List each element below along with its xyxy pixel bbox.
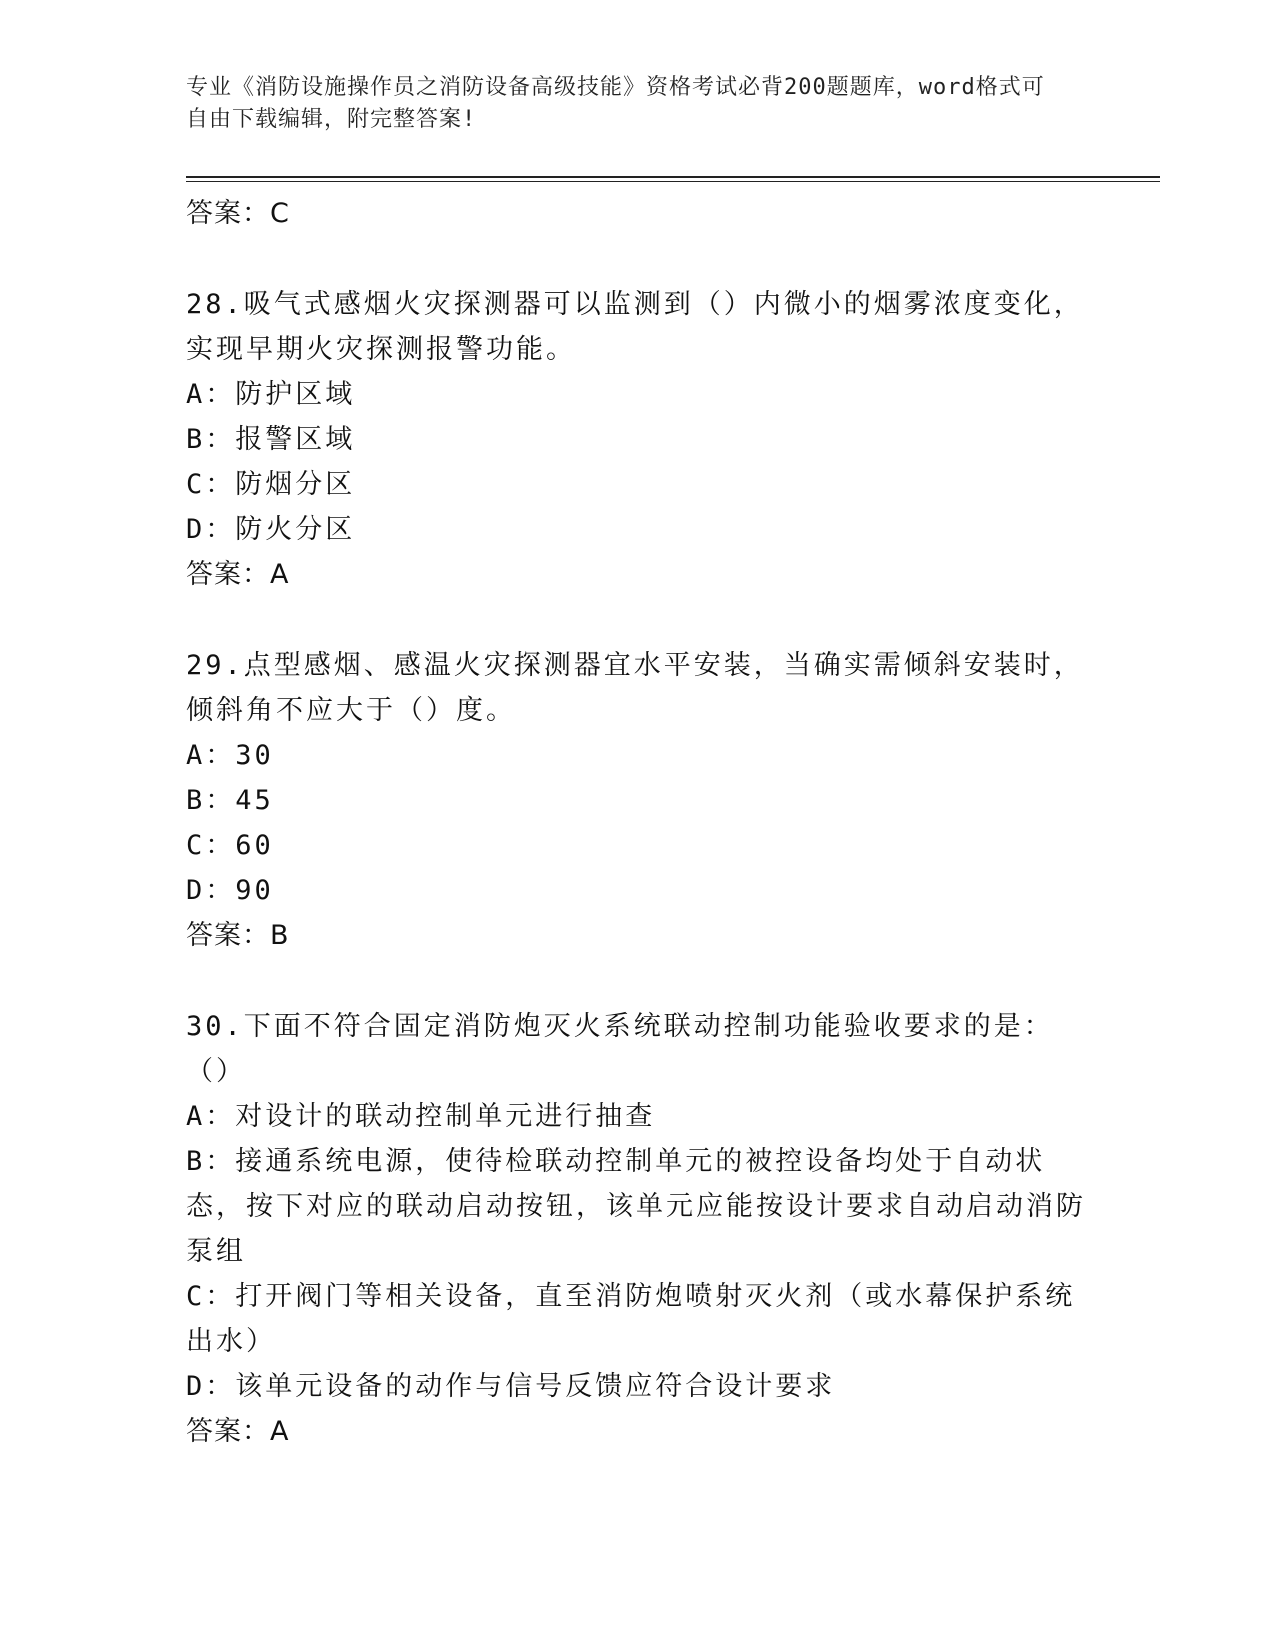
question-29 <box>186 643 1086 958</box>
option-a: A：30 <box>186 740 274 771</box>
question-answer: 答案：B <box>186 920 290 951</box>
option-b: B：45 <box>186 785 274 816</box>
option-c: C：防烟分区 <box>186 469 356 500</box>
option-d: D：90 <box>186 875 274 906</box>
option-a: A：对设计的联动控制单元进行抽查 <box>186 1101 656 1132</box>
question-answer: 答案：A <box>186 1416 290 1447</box>
question-answer: 答案：A <box>186 559 290 590</box>
header-rule-thin <box>186 181 1160 182</box>
option-b: B：报警区域 <box>186 424 356 455</box>
option-c: C：60 <box>186 830 274 861</box>
question-28 <box>186 282 1086 597</box>
question-30 <box>186 1004 1086 1454</box>
document-header: 专业《消防设施操作员之消防设备高级技能》资格考试必背200题题库，word格式可自由下载编辑，附完整答案! <box>186 75 1045 132</box>
option-d: D：该单元设备的动作与信号反馈应符合设计要求 <box>186 1371 836 1402</box>
option-c: C：打开阀门等相关设备，直至消防炮喷射灭火剂（或水幕保护系统出水） <box>186 1281 1076 1357</box>
previous-answer: 答案：C <box>186 198 290 229</box>
option-b: B：接通系统电源，使待检联动控制单元的被控设备均处于自动状态，按下对应的联动启动按钮，该单元应能按设计要求自动启动消防泵组 <box>186 1146 1086 1267</box>
question-list <box>186 191 1086 1454</box>
header-rule-thick <box>186 176 1160 178</box>
question-stem: 30.下面不符合固定消防炮灭火系统联动控制功能验收要求的是：（） <box>186 1011 1054 1087</box>
question-stem: 29.点型感烟、感温火灾探测器宜水平安装，当确实需倾斜安装时，倾斜角不应大于（）度。 <box>186 650 1084 726</box>
option-a: A：防护区域 <box>186 379 356 410</box>
option-d: D：防火分区 <box>186 514 356 545</box>
question-stem: 28.吸气式感烟火灾探测器可以监测到（）内微小的烟雾浓度变化，实现早期火灾探测报警功能。 <box>186 289 1084 365</box>
